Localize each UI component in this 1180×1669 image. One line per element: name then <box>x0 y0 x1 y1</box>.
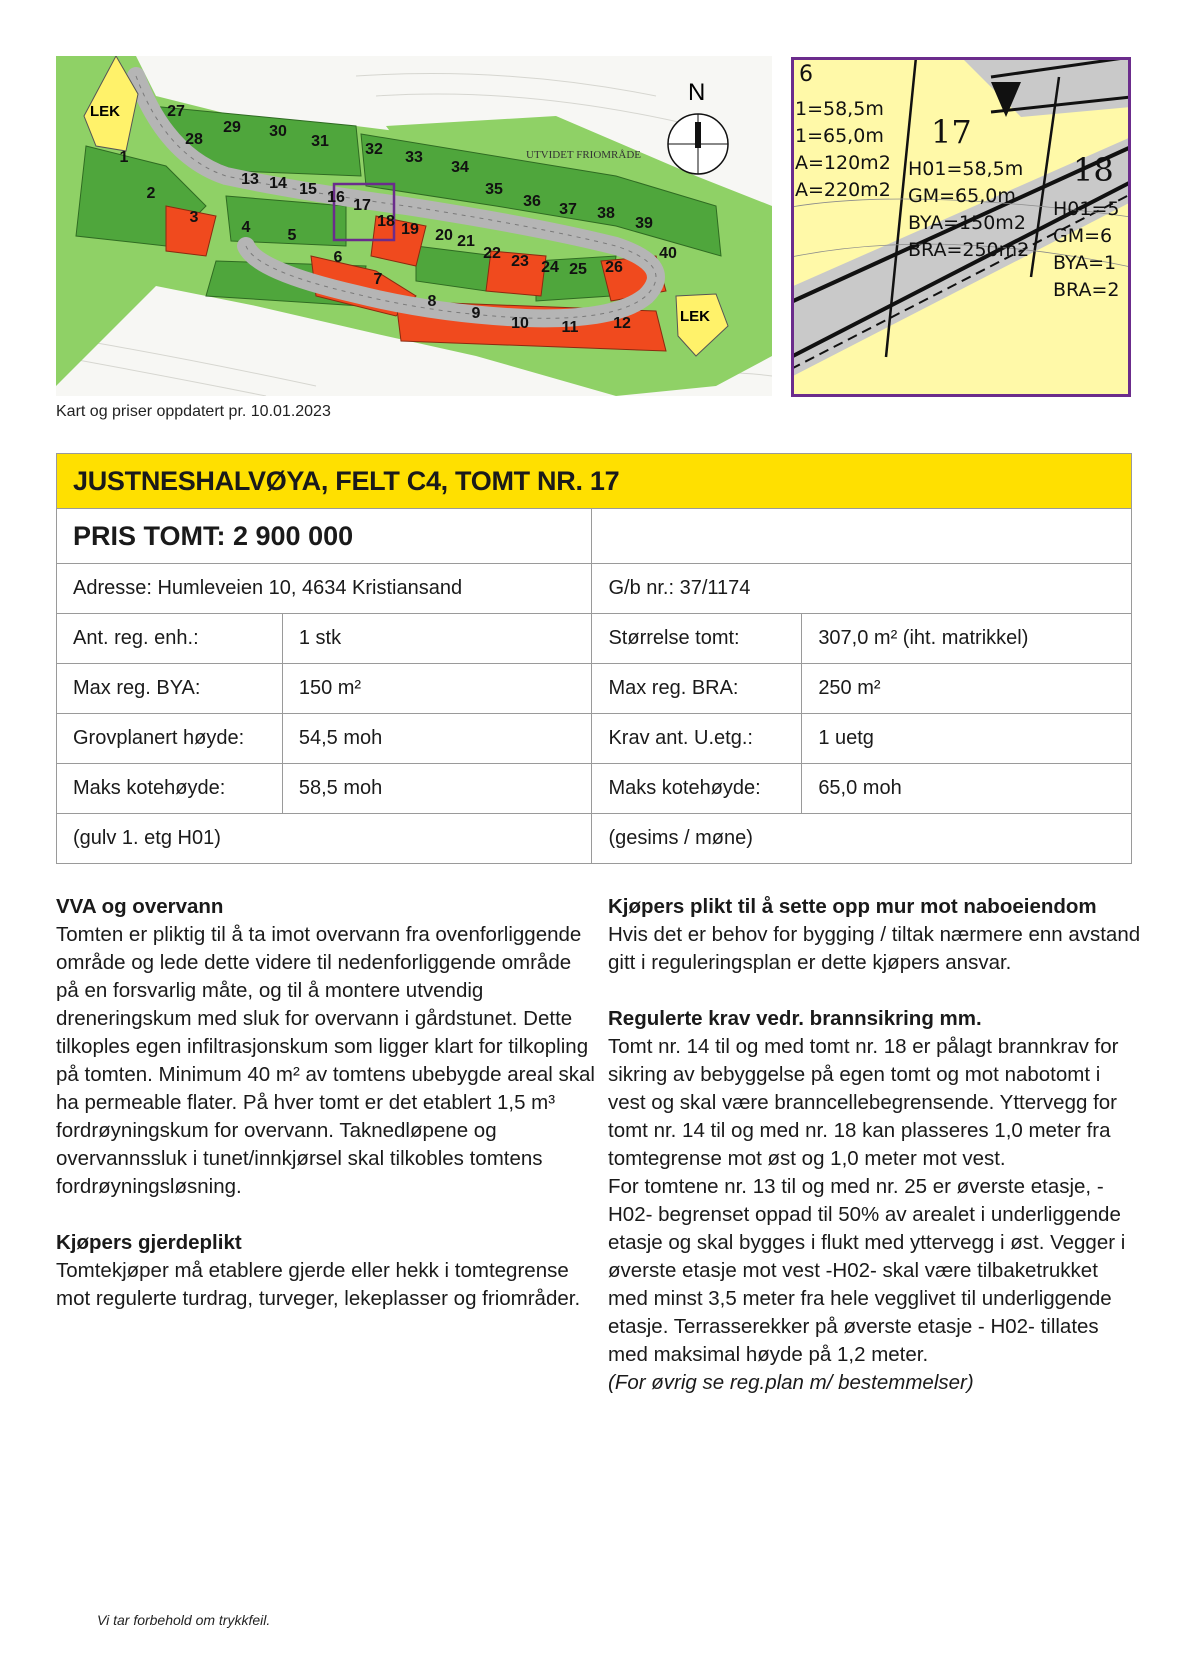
plot-label-available: 37 <box>559 201 577 218</box>
table-row <box>57 664 1132 714</box>
table-cell-label: Grovplanert høyde: <box>57 714 283 764</box>
plot-label-available: 30 <box>269 123 287 140</box>
plot-label-available: 36 <box>523 193 541 210</box>
plot-label-available: 25 <box>569 261 587 278</box>
table-cell-label: Maks kotehøyde: <box>592 764 802 814</box>
table-cell-label: Max reg. BRA: <box>592 664 802 714</box>
plot-label-sold: 26 <box>605 259 623 276</box>
brann-text-2: For tomtene nr. 13 til og med nr. 25 er øverste etasje, -H02- begrenset oppad til 50% av arealet i underliggende etasje og skal bygges i flukt med yttervegg i øst. Vegger i øverste etasje mot vest -H02- skal være tilbaketrukket med minst 3,5 meter fra hele vegglivet til underliggende etasje. Terrasserekker på øverste etasje - H02- tillates med maksimal høyde på 1,2 meter. <box>608 1175 1126 1366</box>
plot-label-available: 31 <box>311 133 329 150</box>
table-cell-value: 307,0 m² (iht. matrikkel) <box>802 614 1132 664</box>
plot-label-available: 21 <box>457 233 475 250</box>
plot-label-sold: 3 <box>189 209 199 226</box>
brann-text-1: Tomt nr. 14 til og med tomt nr. 18 er pålagt brannkrav for sikring av bebyggelse på egen tomt og mot nabotomt i vest og skal være branncellebegrensende. Yttervegg for tomt nr. 14 til og med nr. 18 kan plasseres 1,0 meter fra tomtegrense mot øst og 1,0 meter mot vest. <box>608 1035 1119 1170</box>
left-text-column <box>56 893 596 1313</box>
plot-label-sold: 23 <box>511 253 529 270</box>
plot-label-available: 20 <box>435 227 453 244</box>
plot-label-sold: 22 <box>483 245 501 262</box>
plot-label-available: 2 <box>146 185 156 202</box>
plot-label-sold: 12 <box>613 315 631 332</box>
table-cell-label: Krav ant. U.etg.: <box>592 714 802 764</box>
plot-label-available: 34 <box>451 159 469 176</box>
plot-label-available: 32 <box>365 141 383 158</box>
map-caption: Kart og priser oppdatert pr. 10.01.2023 <box>56 403 331 420</box>
brann-heading: Regulerte krav vedr. brannsikring mm. <box>608 1007 982 1030</box>
north-arrow-icon <box>668 114 728 174</box>
table-row <box>57 614 1132 664</box>
table-cell-value: 65,0 moh <box>802 764 1132 814</box>
plot-label-available: 24 <box>541 259 559 276</box>
plot-label-sold: 18 <box>377 213 395 230</box>
gbnr-cell: G/b nr.: 37/1174 <box>592 564 1132 614</box>
plot-label-available: 29 <box>223 119 241 136</box>
mur-heading: Kjøpers plikt til å sette opp mur mot naboeiendom <box>608 895 1097 918</box>
site-plan-map <box>56 56 772 396</box>
zoom-17-line: GM=65,0m <box>908 185 1016 207</box>
map-lek-label: LEK <box>680 308 710 325</box>
brann-note: (For øvrig se reg.plan m/ bestemmelser) <box>608 1371 974 1394</box>
note-left: (gulv 1. etg H01) <box>57 814 592 864</box>
plot-label-available: 1 <box>119 149 129 166</box>
table-cell-value: 150 m² <box>282 664 592 714</box>
plot-label-available: 13 <box>241 171 259 188</box>
plot-label-available: 40 <box>659 245 677 262</box>
plot-label-sold: 11 <box>561 319 579 336</box>
plot-label-sold: 7 <box>373 271 383 288</box>
table-row <box>57 764 1132 814</box>
table-cell-value: 54,5 moh <box>282 714 592 764</box>
footer-disclaimer: Vi tar forbehold om trykkfeil. <box>97 1612 271 1628</box>
zoom-17-line: BRA=250m2 <box>908 239 1030 261</box>
empty-cell <box>592 509 1132 564</box>
table-cell-value: 1 stk <box>282 614 592 664</box>
note-right: (gesims / møne) <box>592 814 1132 864</box>
zoom-18-line: H01=5 <box>1053 198 1120 220</box>
zoom-17-line: H01=58,5m <box>908 158 1024 180</box>
plot-label-available: 27 <box>167 103 185 120</box>
plot-label-available: 5 <box>287 227 297 244</box>
plot-label-available: 28 <box>185 131 203 148</box>
plot-info-table <box>56 453 1132 864</box>
plot-label-available: 33 <box>405 149 423 166</box>
plot-label-sold: 6 <box>333 249 343 266</box>
plot-label-sold: 8 <box>427 293 437 310</box>
gjerde-text: Tomtekjøper må etablere gjerde eller hekk i tomtegrense mot regulerte turdrag, turveger, lekeplasser og friområder. <box>56 1259 581 1310</box>
table-cell-label: Ant. reg. enh.: <box>57 614 283 664</box>
north-label: N <box>688 79 706 106</box>
table-title: JUSTNESHALVØYA, FELT C4, TOMT NR. 17 <box>57 454 1132 509</box>
map-lek-label: LEK <box>90 103 120 120</box>
zoom-17-line: BYA=150m2 <box>908 212 1026 234</box>
address-cell: Adresse: Humleveien 10, 4634 Kristiansand <box>57 564 592 614</box>
table-cell-value: 58,5 moh <box>282 764 592 814</box>
map-friomrade-label: UTVIDET FRIOMRÅDE <box>526 149 641 161</box>
plot-label-available: 15 <box>299 181 317 198</box>
zoom-plot-18: 18 <box>1073 151 1114 189</box>
table-cell-label: Max reg. BYA: <box>57 664 283 714</box>
zoom-left-line: A=120m2 <box>795 152 891 174</box>
vva-text: Tomten er pliktig til å ta imot overvann fra ovenforliggende område og lede dette videre til nedenforliggende område på en forsvarlig måte, og til å montere utvendig dreneringskum med sluk for overvann i gårdstunet. Dette tilkoples egen infiltrasjonskum som ligger klart for tilkopling på tomten. Minimum 40 m² av tomtens ubebygde areal skal ha permeable flater. På hver tomt er det etablert 1,5 m³ fordrøyningskum for overvann. Taknedløpene og overvannssluk i tunet/innkjørsel skal tilkobles tomtens fordrøyningsløsning. <box>56 923 595 1198</box>
plot-label-available: 17 <box>353 197 371 214</box>
table-cell-value: 1 uetg <box>802 714 1132 764</box>
table-cell-value: 250 m² <box>802 664 1132 714</box>
plot-label-available: 39 <box>635 215 653 232</box>
zoom-left-line: 1=58,5m <box>795 98 884 120</box>
plot-label-available: 16 <box>327 189 345 206</box>
plot-label-sold: 10 <box>511 315 529 332</box>
zoom-18-line: BYA=1 <box>1053 252 1117 274</box>
zoom-corner-label: 6 <box>799 62 813 87</box>
zoom-left-line: A=220m2 <box>795 179 891 201</box>
table-cell-label: Maks kotehøyde: <box>57 764 283 814</box>
vva-heading: VVA og overvann <box>56 895 224 918</box>
plot-label-available: 4 <box>241 219 251 236</box>
plot-label-available: 19 <box>401 221 419 238</box>
zoom-18-line: GM=6 <box>1053 225 1113 247</box>
table-row <box>57 714 1132 764</box>
zoom-18-line: BRA=2 <box>1053 279 1120 301</box>
plot-label-available: 35 <box>485 181 503 198</box>
table-cell-label: Størrelse tomt: <box>592 614 802 664</box>
zoom-left-line: 1=65,0m <box>795 125 884 147</box>
plot-detail-map <box>791 57 1131 397</box>
mur-text: Hvis det er behov for bygging / tiltak nærmere enn avstand gitt i reguleringsplan er dette kjøpers ansvar. <box>608 923 1141 974</box>
plot-label-available: 38 <box>597 205 615 222</box>
plot-price: PRIS TOMT: 2 900 000 <box>57 509 592 564</box>
gjerde-heading: Kjøpers gjerdeplikt <box>56 1231 242 1254</box>
plot-label-sold: 9 <box>471 305 481 322</box>
plot-label-available: 14 <box>269 175 287 192</box>
zoom-plot-17: 17 <box>931 113 972 151</box>
right-text-column <box>608 893 1143 1397</box>
